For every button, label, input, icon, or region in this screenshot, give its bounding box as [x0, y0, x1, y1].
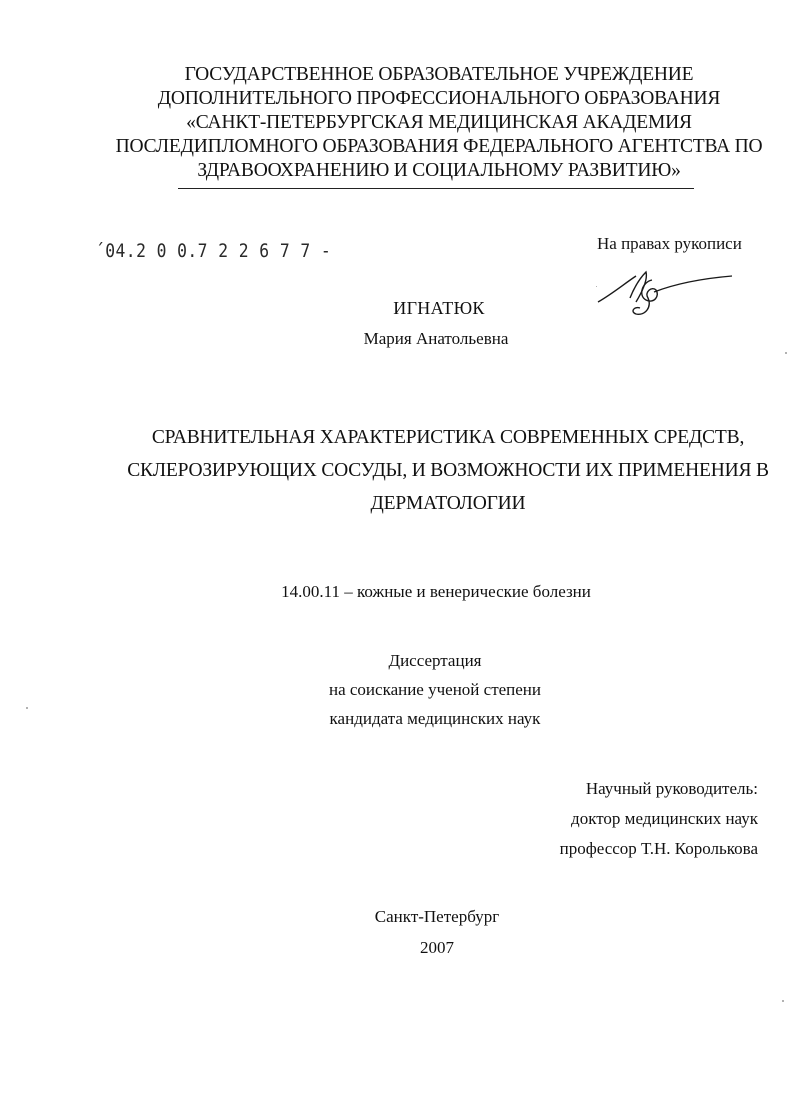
title-line-1: СРАВНИТЕЛЬНАЯ ХАРАКТЕРИСТИКА СОВРЕМЕННЫХ СРЕДСТВ,: [151, 427, 745, 448]
scan-speck: [782, 1000, 784, 1002]
place: Санкт-Петербург: [374, 907, 500, 926]
author-given-names: Мария Анатольевна: [363, 329, 509, 348]
dissertation-title: [0, 421, 798, 520]
registration-stamp: ´04.2 0 0.7 2 2 6 7 7 -: [95, 240, 332, 262]
degree-line-1: Диссертация: [388, 651, 482, 670]
header-divider: [178, 188, 694, 189]
supervisor-label: Научный руководитель:: [585, 779, 758, 798]
manuscript-rights-note: На правах рукописи: [597, 234, 742, 253]
degree-line-2: на соискание ученой степени: [328, 680, 542, 699]
institution-line-1: ГОСУДАРСТВЕННОЕ ОБРАЗОВАТЕЛЬНОЕ УЧРЕЖДЕНИЕ: [184, 64, 694, 85]
institution-line-3: «САНКТ-ПЕТЕРБУРГСКАЯ МЕДИЦИНСКАЯ АКАДЕМИЯ: [186, 112, 692, 133]
scan-speck: [596, 286, 597, 287]
institution-line-4: ПОСЛЕДИПЛОМНОГО ОБРАЗОВАНИЯ ФЕДЕРАЛЬНОГО АГЕНТСТВА ПО: [115, 136, 763, 157]
title-line-2: СКЛЕРОЗИРУЮЩИХ СОСУДЫ, И ВОЗМОЖНОСТИ ИХ ПРИМЕНЕНИЯ В: [127, 460, 769, 481]
institution-line-2: ДОПОЛНИТЕЛЬНОГО ПРОФЕССИОНАЛЬНОГО ОБРАЗОВАНИЯ: [157, 88, 721, 109]
supervisor-name: профессор Т.Н. Королькова: [559, 839, 758, 858]
scan-speck: [785, 352, 787, 354]
author-surname: ИГНАТЮК: [393, 298, 485, 318]
year: 2007: [420, 938, 454, 957]
title-line-3: ДЕРМАТОЛОГИИ: [370, 493, 526, 514]
specialty-code: 14.00.11 – кожные и венерические болезни: [281, 582, 591, 601]
place-and-year: [0, 901, 798, 963]
scan-speck: [26, 707, 28, 709]
institution-header: [0, 63, 798, 183]
supervisor-block: [560, 774, 758, 864]
degree-statement: [0, 646, 798, 733]
supervisor-degree: доктор медицинских наук: [571, 809, 758, 828]
degree-line-3: кандидата медицинских наук: [329, 709, 541, 728]
institution-line-5: ЗДРАВООХРАНЕНИЮ И СОЦИАЛЬНОМУ РАЗВИТИЮ»: [197, 160, 681, 181]
